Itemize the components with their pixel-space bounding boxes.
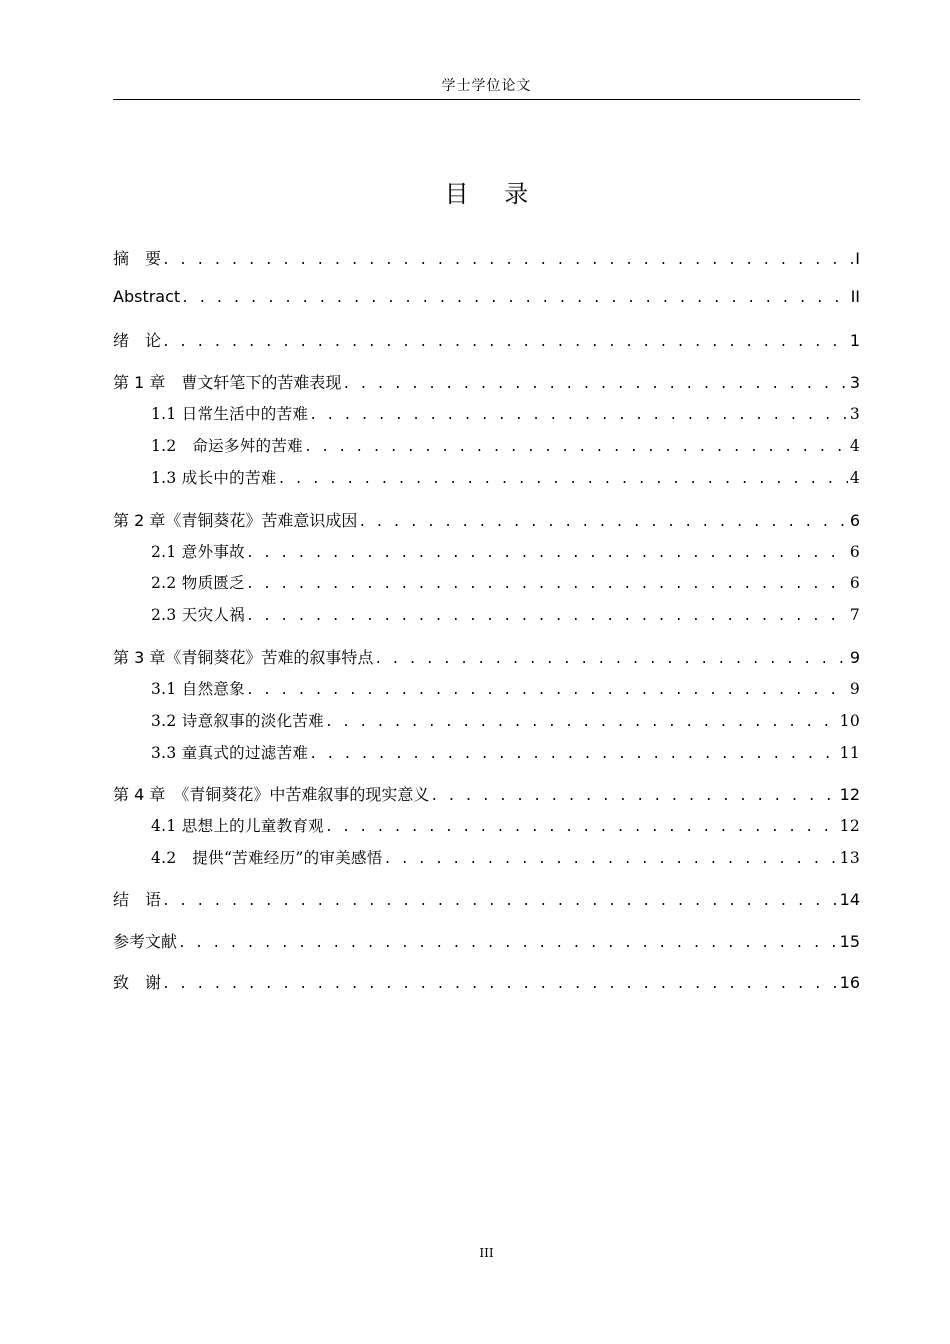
- toc-dot-leader: [278, 469, 848, 487]
- toc-entry-label: 参考文献: [113, 932, 178, 951]
- toc-entry-page: 6: [849, 543, 860, 561]
- toc-entry[interactable]: [113, 709, 860, 735]
- toc-entry-page: 1: [849, 331, 860, 350]
- toc-entry-label: Abstract: [113, 287, 181, 306]
- toc-entry-label: 摘 要: [113, 249, 162, 268]
- toc-entry-label: 1.1 日常生活中的苦难: [151, 405, 309, 423]
- toc-dot-leader: [246, 543, 848, 561]
- toc-entry[interactable]: [113, 814, 860, 840]
- toc-entry-page: 13: [839, 849, 860, 867]
- toc-dot-leader: [309, 744, 837, 762]
- toc-entry[interactable]: [113, 287, 860, 313]
- toc-entry-label: 第 4 章 《青铜葵花》中苦难叙事的现实意义: [113, 785, 430, 804]
- toc-entry[interactable]: [113, 846, 860, 872]
- toc-entry-label: 第 3 章《青铜葵花》苦难的叙事特点: [113, 648, 374, 667]
- toc-entry-page: 6: [849, 574, 860, 592]
- toc-entry-page: 4: [849, 469, 860, 487]
- toc-entry[interactable]: [113, 328, 860, 354]
- toc-entry-label: 第 1 章 曹文轩笔下的苦难表现: [113, 373, 342, 392]
- toc-entry[interactable]: [113, 603, 860, 629]
- toc-entry-label: 1.2 命运多舛的苦难: [151, 437, 303, 455]
- toc-dot-leader: [246, 606, 848, 624]
- table-of-contents: [113, 0, 860, 1100]
- toc-entry[interactable]: [113, 677, 860, 703]
- toc-entry-page: 9: [849, 680, 860, 698]
- toc-dot-leader: [162, 973, 838, 992]
- toc-dot-leader: [162, 890, 838, 909]
- toc-entry-page: I: [855, 249, 860, 268]
- toc-entry-label: 结 语: [113, 890, 162, 909]
- toc-entry[interactable]: [113, 508, 860, 534]
- toc-dot-leader: [325, 712, 838, 730]
- toc-entry[interactable]: [113, 645, 860, 671]
- toc-entry[interactable]: [113, 434, 860, 460]
- toc-entry-page: 4: [849, 437, 860, 455]
- toc-dot-leader: [309, 405, 848, 423]
- toc-entry-label: 1.3 成长中的苦难: [151, 469, 277, 487]
- toc-entry[interactable]: [113, 246, 860, 272]
- toc-dot-leader: [358, 511, 847, 530]
- toc-entry-label: 绪 论: [113, 331, 162, 350]
- toc-entry-label: 3.1 自然意象: [151, 680, 245, 698]
- toc-entry[interactable]: [113, 402, 860, 428]
- toc-entry-label: 3.3 童真式的过滤苦难: [151, 744, 309, 762]
- page-number: III: [479, 1246, 494, 1260]
- toc-entry-page: 7: [849, 606, 860, 624]
- toc-entry-label: 2.2 物质匮乏: [151, 574, 245, 592]
- toc-entry-page: 11: [839, 744, 860, 762]
- toc-entry[interactable]: [113, 370, 860, 396]
- toc-dot-leader: [374, 648, 847, 667]
- toc-entry-label: 3.2 诗意叙事的淡化苦难: [151, 712, 324, 730]
- toc-entry[interactable]: [113, 782, 860, 808]
- toc-entry-label: 2.1 意外事故: [151, 543, 245, 561]
- toc-entry[interactable]: [113, 970, 860, 996]
- toc-entry-page: 15: [839, 932, 860, 951]
- toc-entry-label: 4.1 思想上的儿童教育观: [151, 817, 324, 835]
- toc-entry-page: 12: [839, 785, 860, 804]
- toc-dot-leader: [178, 932, 838, 951]
- toc-entry-page: 9: [849, 648, 860, 667]
- toc-entry-page: 3: [849, 405, 860, 423]
- toc-entry-page: 10: [839, 712, 860, 730]
- toc-entry[interactable]: [113, 540, 860, 566]
- toc-dot-leader: [304, 437, 848, 455]
- toc-entry-page: II: [850, 287, 860, 306]
- running-header-title: 学士学位论文: [441, 78, 532, 94]
- toc-entry-label: 2.3 天灾人祸: [151, 606, 245, 624]
- toc-entry[interactable]: [113, 887, 860, 913]
- toc-dot-leader: [162, 331, 848, 350]
- toc-entry[interactable]: [113, 571, 860, 597]
- toc-entry-page: 3: [849, 373, 860, 392]
- toc-dot-leader: [342, 373, 847, 392]
- toc-entry-page: 12: [839, 817, 860, 835]
- toc-dot-leader: [162, 249, 853, 268]
- toc-entry-page: 14: [839, 890, 860, 909]
- toc-dot-leader: [246, 680, 848, 698]
- toc-title: 目 录: [444, 180, 529, 208]
- toc-dot-leader: [246, 574, 848, 592]
- toc-entry[interactable]: [113, 741, 860, 767]
- toc-entry-label: 4.2 提供“苦难经历”的审美感悟: [151, 849, 383, 867]
- toc-entry[interactable]: [113, 929, 860, 955]
- toc-entry-page: 16: [839, 973, 860, 992]
- toc-dot-leader: [325, 817, 838, 835]
- toc-entry-page: 6: [849, 511, 860, 530]
- toc-dot-leader: [384, 849, 838, 867]
- toc-entry-label: 致 谢: [113, 973, 162, 992]
- toc-dot-leader: [430, 785, 837, 804]
- toc-entry-label: 第 2 章《青铜葵花》苦难意识成因: [113, 511, 358, 530]
- toc-dot-leader: [181, 287, 848, 306]
- toc-entry[interactable]: [113, 466, 860, 492]
